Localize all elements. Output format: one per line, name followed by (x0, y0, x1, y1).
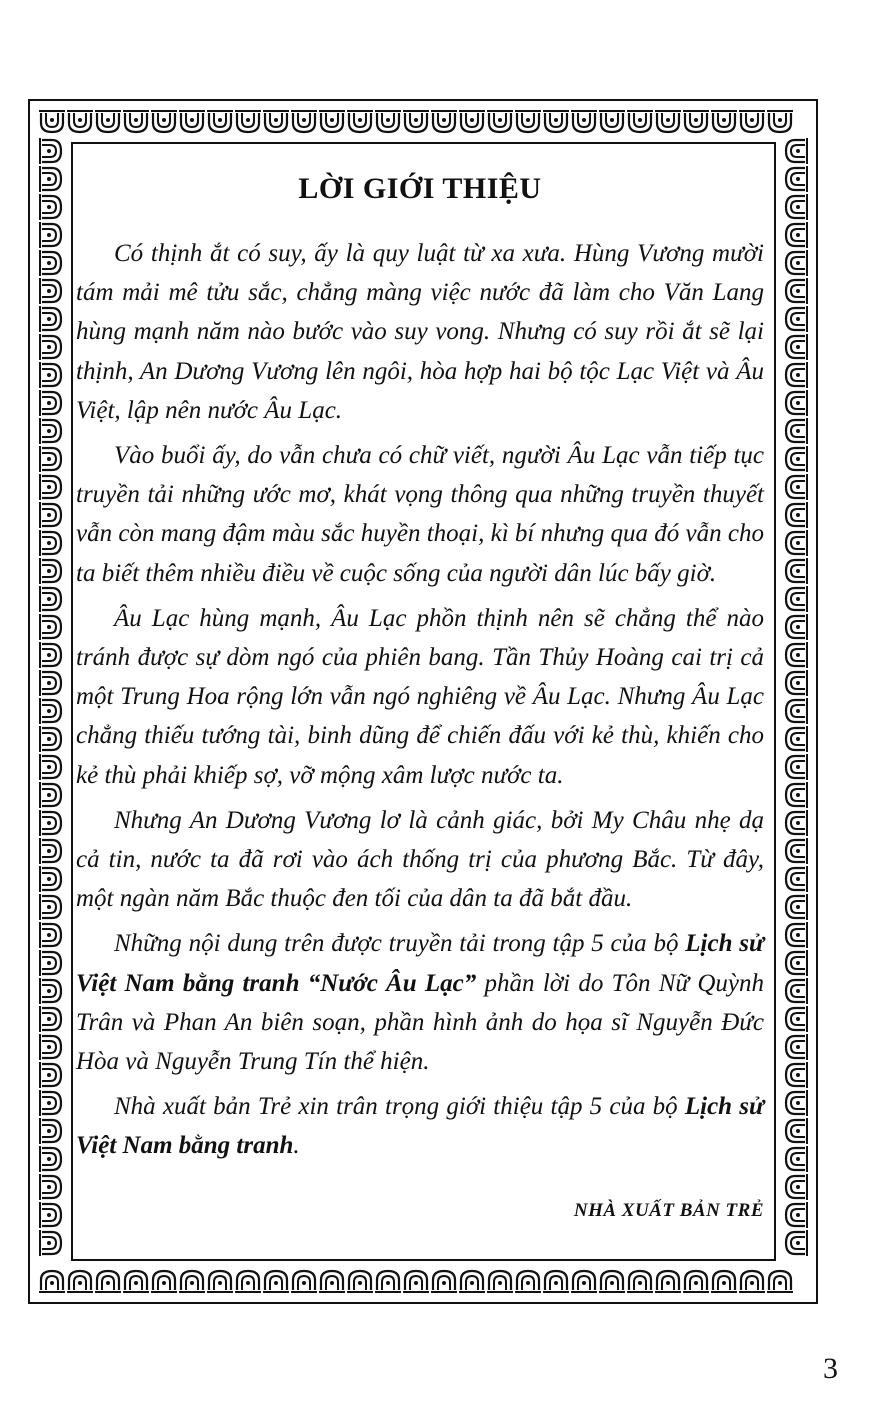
border-motif (40, 614, 61, 640)
border-motif (786, 418, 807, 444)
border-motif (67, 111, 93, 132)
border-motif (571, 111, 597, 132)
border-motif (179, 1271, 205, 1292)
border-motif (786, 922, 807, 948)
border-motif (786, 810, 807, 836)
border-motif (67, 1271, 93, 1292)
border-motif (40, 1034, 61, 1060)
border-motif (786, 1146, 807, 1172)
page-title: LỜI GIỚI THIỆU (298, 172, 542, 205)
border-motif (786, 950, 807, 976)
border-motif (40, 558, 61, 584)
border-motif (40, 642, 61, 668)
border-motif (767, 1271, 793, 1292)
border-motif (40, 474, 61, 500)
border-motif (39, 111, 65, 132)
border-motif (123, 111, 149, 132)
border-motif (683, 1271, 709, 1292)
book-series-title: Lịch sử Việt Nam bằng tranh “Nước Âu Lạc” (76, 930, 764, 997)
border-motif (347, 1271, 373, 1292)
border-motif (207, 111, 233, 132)
border-motif (711, 1271, 737, 1292)
border-motif (40, 754, 61, 780)
border-motif (40, 418, 61, 444)
border-motif (786, 670, 807, 696)
border-motif (786, 1202, 807, 1228)
border-motif (40, 306, 61, 332)
border-motif (786, 782, 807, 808)
border-motif (40, 334, 61, 360)
border-motif (786, 1230, 807, 1256)
border-motif (40, 894, 61, 920)
border-motif (431, 1271, 457, 1292)
border-motif (786, 390, 807, 416)
border-motif (543, 111, 569, 132)
paragraph-5-text-before: Những nội dung trên được truyền tải trong tập 5 của bộ (114, 930, 686, 958)
border-motif (123, 1271, 149, 1292)
border-motif (39, 1271, 65, 1292)
border-motif (40, 530, 61, 556)
border-motif (786, 474, 807, 500)
border-motif (40, 1006, 61, 1032)
border-motif (571, 1271, 597, 1292)
border-motif (786, 194, 807, 220)
border-motif (786, 278, 807, 304)
border-motif (655, 1271, 681, 1292)
border-motif (235, 111, 261, 132)
border-motif (40, 810, 61, 836)
border-motif (655, 111, 681, 132)
border-motif (786, 978, 807, 1004)
border-motif (786, 138, 807, 164)
border-motif (786, 250, 807, 276)
paragraph-6-text-before: Nhà xuất bản Trẻ xin trân trọng giới thiệu tập 5 của bộ (114, 1093, 685, 1121)
border-motif (40, 670, 61, 696)
border-motif (786, 838, 807, 864)
border-motif (403, 1271, 429, 1292)
border-motif (786, 726, 807, 752)
border-motif (786, 614, 807, 640)
border-motif (739, 1271, 765, 1292)
border-motif (786, 894, 807, 920)
border-motif (375, 1271, 401, 1292)
border-motif (786, 1174, 807, 1200)
border-motif (786, 754, 807, 780)
border-motif (40, 1202, 61, 1228)
border-motif (95, 1271, 121, 1292)
border-motif (40, 838, 61, 864)
page-number: 3 (823, 1352, 838, 1385)
border-motif (786, 1062, 807, 1088)
border-motif (786, 166, 807, 192)
border-motif (40, 138, 61, 164)
border-motif (40, 1174, 61, 1200)
border-motif (263, 1271, 289, 1292)
border-motif (403, 111, 429, 132)
border-motif (40, 194, 61, 220)
border-motif (786, 698, 807, 724)
paragraph-5 (76, 924, 764, 1081)
border-motif (40, 502, 61, 528)
border-motif (40, 586, 61, 612)
border-motif (786, 306, 807, 332)
border-motif (40, 166, 61, 192)
border-motif (767, 111, 793, 132)
border-motif (347, 111, 373, 132)
book-series-name: Lịch sử Việt Nam bằng tranh (76, 1093, 764, 1160)
border-motif (151, 111, 177, 132)
border-motif (543, 1271, 569, 1292)
border-motif (431, 111, 457, 132)
border-motif (40, 978, 61, 1004)
border-motif (711, 111, 737, 132)
border-motif (40, 866, 61, 892)
border-motif (40, 250, 61, 276)
border-motif (40, 1146, 61, 1172)
border-motif (40, 950, 61, 976)
border-motif (515, 111, 541, 132)
border-motif (599, 111, 625, 132)
border-motif (207, 1271, 233, 1292)
border-motif (459, 111, 485, 132)
border-motif (599, 1271, 625, 1292)
border-motif (786, 222, 807, 248)
paragraph-2: Vào buổi ấy, do vẫn chưa có chữ viết, người Âu Lạc vẫn tiếp tục truyền tải những ước mơ, khát vọng thông qua những truyền thuyết vẫn còn mang đậm màu sắc huyền thoại, kì bí nhưng qua đó vẫn cho ta biết thêm nhiều điều về cuộc sống của người dân lúc bấy giờ. (76, 442, 764, 587)
paragraph-1: Có thịnh ắt có suy, ấy là quy luật từ xa xưa. Hùng Vương mười tám mải mê tửu sắc, chẳng màng việc nước đã làm cho Văn Lang hùng mạnh năm nào bước vào suy vong. Nhưng có suy rồi ắt sẽ lại thịnh, An Dương Vương lên ngôi, hòa hợp hai bộ tộc Lạc Việt và Âu Việt, lập nên nước Âu Lạc. (76, 240, 764, 424)
paragraph-3: Âu Lạc hùng mạnh, Âu Lạc phồn thịnh nên sẽ chẳng thể nào tránh được sự dòm ngó của phiên bang. Tần Thủy Hoàng cai trị cả một Trung Hoa rộng lớn vẫn ngó nghiêng về Âu Lạc. Nhưng Âu Lạc chẳng thiếu tướng tài, binh dũng để chiến đấu với kẻ thù, khiến cho kẻ thù phải khiếp sợ, vỡ mộng xâm lược nước ta. (76, 604, 764, 789)
border-motif (786, 1118, 807, 1144)
border-motif (786, 1090, 807, 1116)
border-motif (40, 362, 61, 388)
border-motif (683, 111, 709, 132)
border-motif (263, 111, 289, 132)
border-motif (487, 1271, 513, 1292)
border-motif (40, 698, 61, 724)
border-motif (487, 111, 513, 132)
border-motif (40, 922, 61, 948)
border-motif (786, 1006, 807, 1032)
border-motif (786, 1034, 807, 1060)
border-motif (459, 1271, 485, 1292)
border-motif (40, 726, 61, 752)
border-motif (95, 111, 121, 132)
border-motif (319, 111, 345, 132)
border-motif (291, 111, 317, 132)
border-motif (786, 642, 807, 668)
border-motif (179, 111, 205, 132)
border-motif (40, 1090, 61, 1116)
border-motif (40, 1062, 61, 1088)
border-motif (786, 586, 807, 612)
paragraph-6-text-after: . (293, 1132, 300, 1160)
border-motif (40, 390, 61, 416)
border-motif (151, 1271, 177, 1292)
border-motif (40, 222, 61, 248)
border-motif (40, 1118, 61, 1144)
border-motif (40, 1230, 61, 1256)
border-motif (40, 278, 61, 304)
publisher-signature: NHÀ XUẤT BẢN TRẺ (573, 1199, 764, 1221)
border-motif (786, 558, 807, 584)
border-motif (235, 1271, 261, 1292)
border-motif (375, 111, 401, 132)
paragraph-5-text-after: phần lời do Tôn Nữ Quỳnh Trân và Phan An biên soạn, phần hình ảnh do họa sĩ Nguyễn Đức Hòa và Nguyễn Trung Tín thể hiện. (76, 969, 764, 1076)
border-motif (627, 111, 653, 132)
border-motif (627, 1271, 653, 1292)
border-motif (786, 866, 807, 892)
border-motif (40, 782, 61, 808)
preface-content (76, 160, 764, 1222)
border-motif (319, 1271, 345, 1292)
border-motif (515, 1271, 541, 1292)
paragraph-4: Nhưng An Dương Vương lơ là cảnh giác, bởi My Châu nhẹ dạ cả tin, nước ta đã rơi vào ách thống trị của phương Bắc. Từ đây, một ngàn năm Bắc thuộc đen tối của dân ta đã bắt đầu. (76, 806, 764, 913)
border-motif (786, 502, 807, 528)
border-motif (786, 446, 807, 472)
paragraph-6 (76, 1087, 764, 1165)
border-motif (739, 111, 765, 132)
border-motif (786, 362, 807, 388)
border-motif (786, 530, 807, 556)
border-motif (291, 1271, 317, 1292)
border-motif (786, 334, 807, 360)
border-motif (40, 446, 61, 472)
